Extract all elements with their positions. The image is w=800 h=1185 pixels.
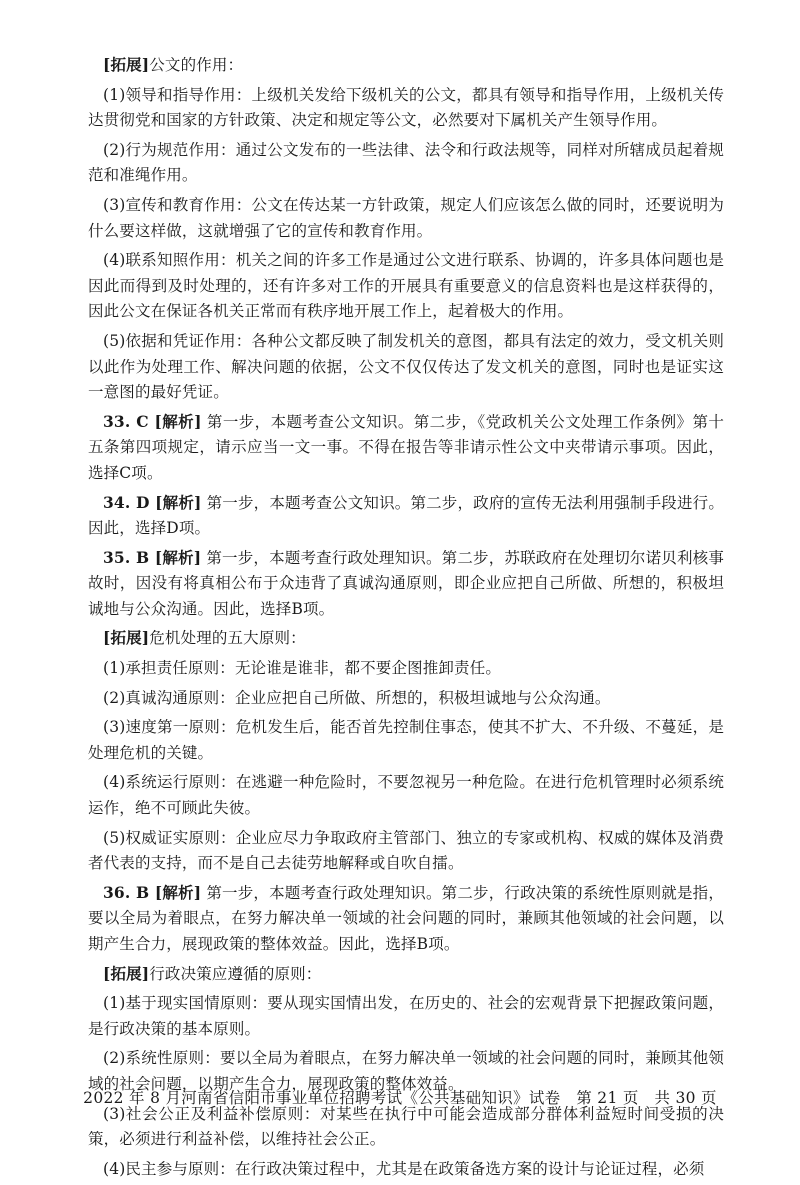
paragraph-text: (1)领导和指导作用：上级机关发给下级机关的公文，都具有领导和指导作用，上级机关传达贯彻党和国家的方针政策、决定和规定等公文，必然要对下属机关产生领导作用。 — [88, 85, 724, 130]
answer-tag: 35. B [解析] — [103, 547, 202, 567]
paragraph-text: (1)基于现实国情原则：要从现实国情出发，在历史的、社会的宏观背景下把握政策问题，是行政决策的基本原则。 — [88, 994, 724, 1038]
paragraph-text: (4)系统运行原则：在逃避一种危险时，不要忽视另一种危险。在进行危机管理时必须系统运作，绝不可顾此失彼。 — [88, 773, 724, 818]
paragraph — [88, 192, 724, 244]
paragraph-text: (2)真诚沟通原则：企业应把自己所做、所想的，积极坦诚地与公众沟通。 — [103, 688, 611, 707]
paragraph-tag: [拓展] — [103, 55, 150, 74]
paragraph — [88, 769, 724, 821]
answer-paragraph — [88, 490, 724, 542]
answer-tag: 36. B [解析] — [103, 882, 202, 902]
paragraph-text: 公文的作用： — [149, 56, 244, 74]
paragraph — [88, 82, 724, 134]
paragraph — [88, 52, 724, 79]
page-footer: 2022 年 8 月河南省信阳市事业单位招聘考试《公共基础知识》试卷 第 21 页 共 30 页 — [83, 1089, 717, 1107]
paragraph — [88, 990, 724, 1042]
paragraph — [88, 685, 724, 712]
paragraph — [88, 655, 724, 682]
paragraph-text: (3)社会公正及利益补偿原则：对某些在执行中可能会造成部分群体利益短时间受损的决策，必须进行利益补偿，以维持社会公正。 — [88, 1104, 724, 1149]
paragraph-text: (1)承担责任原则：无论谁是谁非，都不要企图推卸责任。 — [103, 659, 502, 678]
paragraph-text: (5)依据和凭证作用：各种公文都反映了制发机关的意图，都具有法定的效力，受文机关则以此作为处理工作、解决问题的依据，公文不仅仅传达了发文机关的意图，同时也是证实这一意图的最好凭证。 — [88, 331, 724, 402]
paragraph-text: 行政决策应遵循的原则： — [149, 964, 322, 983]
paragraph — [88, 1156, 724, 1183]
answer-paragraph — [88, 880, 724, 958]
paragraph-text: (3)速度第一原则：危机发生后，能否首先控制住事态，使其不扩大、不升级、不蔓延，是处理危机的关键。 — [88, 718, 724, 762]
answer-tag: 34. D [解析] — [103, 492, 202, 512]
paragraph-text: (5)权威证实原则：企业应尽力争取政府主管部门、独立的专家或机构、权威的媒体及消费者代表的支持，而不是自己去徒劳地解释或自吹自擂。 — [88, 828, 724, 873]
paragraph-text: (2)系统性原则：要以全局为着眼点，在努力解决单一领域的社会问题的同时，兼顾其他领域的社会问题，以期产生合力，展现政策的整体效益。 — [88, 1049, 724, 1093]
paragraph — [88, 825, 724, 877]
paragraph-text: 危机处理的五大原则： — [149, 629, 306, 648]
paragraph-text: 第一步，本题考查行政处理知识。第二步，行政决策的系统性原则就是指，要以全局为着眼点，在努力解决单一领域的社会问题的同时，兼顾其他领域的社会问题，以期产生合力，展现政策的整体效益。因此，选择B项。 — [88, 883, 724, 953]
paragraph-text: (3)宣传和教育作用：公文在传达某一方针政策，规定人们应该怎么做的同时，还要说明为什么要这样做，这就增强了它的宣传和教育作用。 — [88, 195, 724, 240]
paragraph-tag: [拓展] — [103, 963, 150, 983]
paragraph-text: 第一步，本题考查公文知识。第二步，《党政机关公文处理工作条例》第十五条第四项规定，请示应当一文一事。不得在报告等非请示性公文中夹带请示事项。因此，选择C项。 — [88, 412, 725, 482]
paragraph-text: (4)联系知照作用：机关之间的许多工作是通过公文进行联系、协调的，许多具体问题也是因此而得到及时处理的，还有许多对工作的开展具有重要意义的信息资料也是这样获得的，因此公文在保证各机关正常而有秩序地开展工作上，起着极大的作用。 — [88, 251, 724, 321]
paragraph — [88, 714, 724, 766]
answer-paragraph — [88, 545, 724, 623]
paragraph — [88, 247, 724, 325]
paragraph-tag: [拓展] — [103, 628, 150, 648]
paragraph — [88, 137, 724, 189]
paragraph — [88, 1101, 724, 1153]
paragraph — [88, 328, 724, 406]
paragraph-text: 第一步，本题考查行政处理知识。第二步，苏联政府在处理切尔诺贝利核事故时，因没有将真相公布于众违背了真诚沟通原则，即企业应把自己所做、所想的，积极坦诚地与公众沟通。因此，选择B项。 — [88, 548, 724, 618]
paragraph-text: (2)行为规范作用：通过公文发布的一些法律、法令和行政法规等，同样对所辖成员起着规范和准绳作用。 — [88, 140, 724, 185]
paragraph — [88, 625, 724, 652]
answer-paragraph — [88, 409, 724, 487]
document-body — [88, 52, 724, 1185]
paragraph-text: 第一步，本题考查公文知识。第二步，政府的宣传无法利用强制手段进行。因此，选择D项。 — [88, 493, 724, 538]
paragraph-text: (4)民主参与原则：在行政决策过程中，尤其是在政策备选方案的设计与论证过程，必须 — [103, 1159, 705, 1178]
paragraph — [88, 961, 724, 988]
answer-tag: 33. C [解析] — [103, 411, 202, 431]
